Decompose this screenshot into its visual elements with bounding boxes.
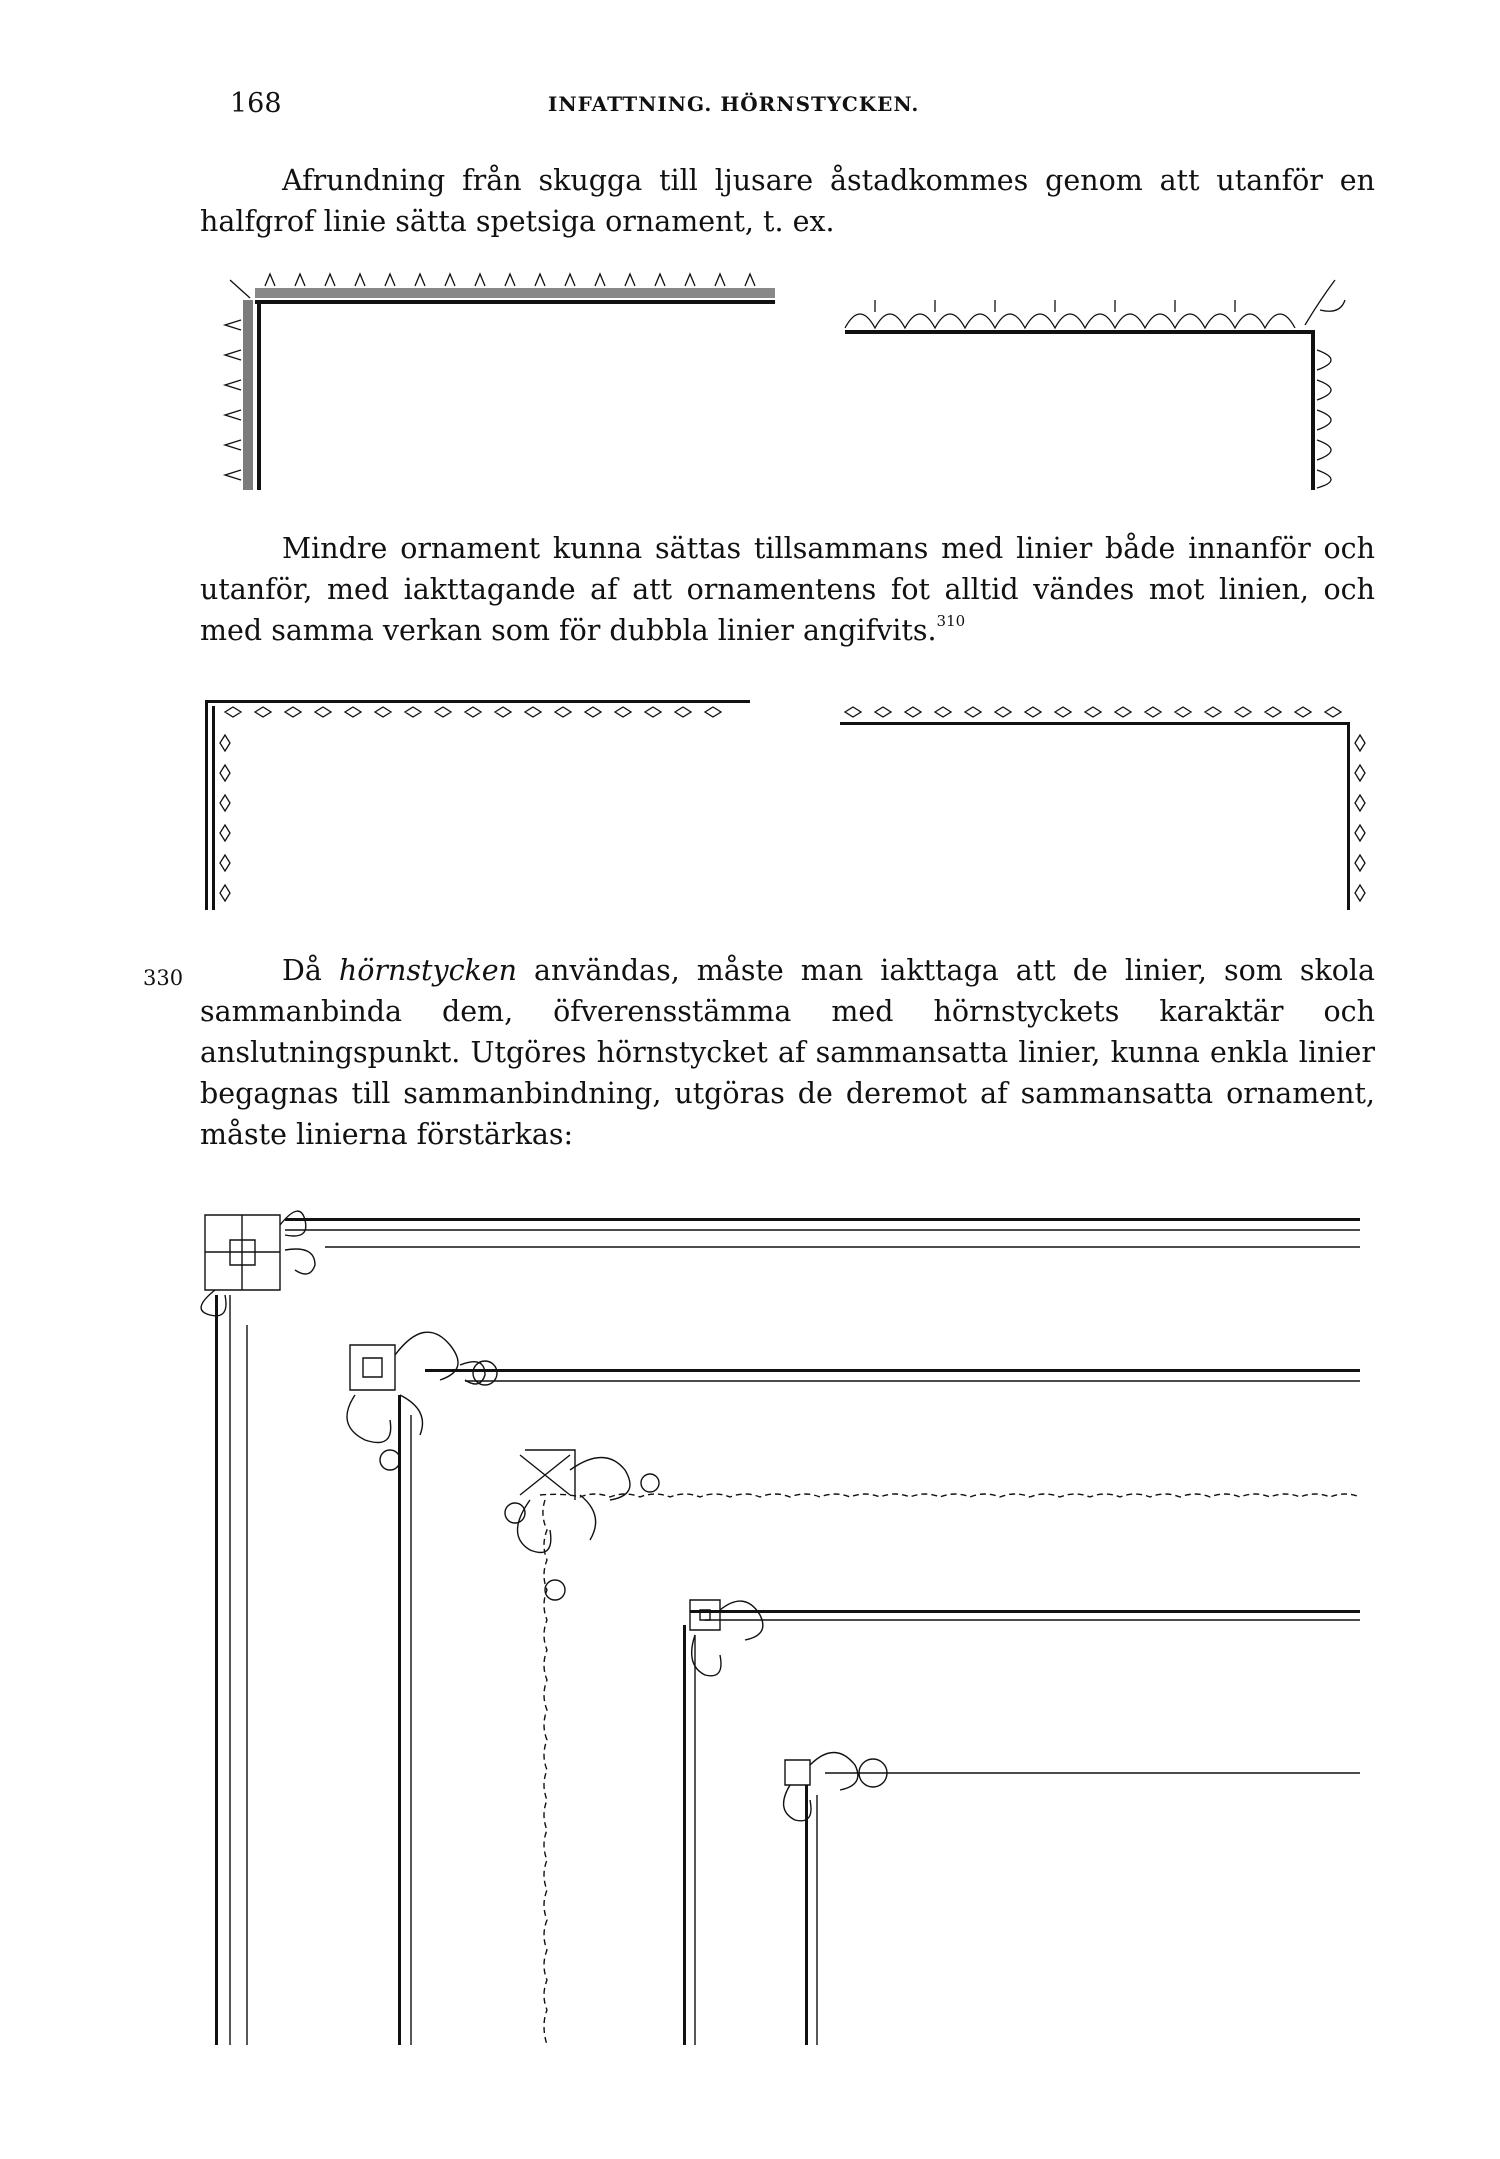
paragraph-small-ornaments: [200, 528, 1375, 651]
running-title: INFATTNING. HÖRNSTYCKEN.: [548, 92, 920, 116]
corner-piece-1: [201, 1211, 1360, 2045]
corner-piece-3: [505, 1450, 1360, 2045]
figure-nested-corner-pieces: [185, 1195, 1385, 2055]
margin-paragraph-number: 330: [143, 966, 184, 990]
term-hornstycken: hörnstycken: [338, 954, 518, 987]
small-ornament-corners-figure: [200, 690, 1390, 920]
right-ornament-corner: [840, 707, 1365, 910]
note-reference: 310: [936, 612, 966, 630]
paragraph-corner-pieces-rest: användas, måste man iakttaga att de linier, som skola sammanbinda dem, öfverensstämma med hörnstyckets karaktär och anslutningspunkt. Utgöres hörnstycket af sammansatta linier, kunna enkla linier begagnas till sammanbindning, utgöras de deremot af sammansatta ornament, måste linierna förstärkas:: [200, 954, 1376, 1151]
corner-piece-4: [683, 1600, 1360, 2045]
corner-piece-5: [784, 1753, 1360, 2046]
spiked-corners-figure: [195, 270, 1385, 495]
right-spiked-corner: [845, 280, 1345, 490]
paragraph-rounding: Afrundning från skugga till ljusare åstadkommes genom att utanför en halfgrof linie sätta spetsiga ornament, t. ex.: [200, 164, 1375, 238]
left-ornament-corner: [205, 700, 750, 910]
page-number: 168: [230, 88, 282, 119]
corner-piece-2: [347, 1332, 1360, 2045]
nested-corner-pieces-figure: [185, 1195, 1385, 2055]
paragraph-small-ornaments-text: Mindre ornament kunna sättas tillsammans med linier både innanför och utanför, med iakttagande af att ornamentens fot alltid vändes mot linien, och med samma verkan som för dubbla linier angifvits.: [200, 532, 1375, 647]
paragraph-corner-pieces-start: Då: [282, 954, 339, 987]
figure-spiked-corners: [195, 270, 1385, 495]
figure-small-ornament-corners: [200, 690, 1390, 920]
left-spiked-corner: [225, 274, 775, 490]
paragraph-corner-pieces: [200, 950, 1375, 1155]
